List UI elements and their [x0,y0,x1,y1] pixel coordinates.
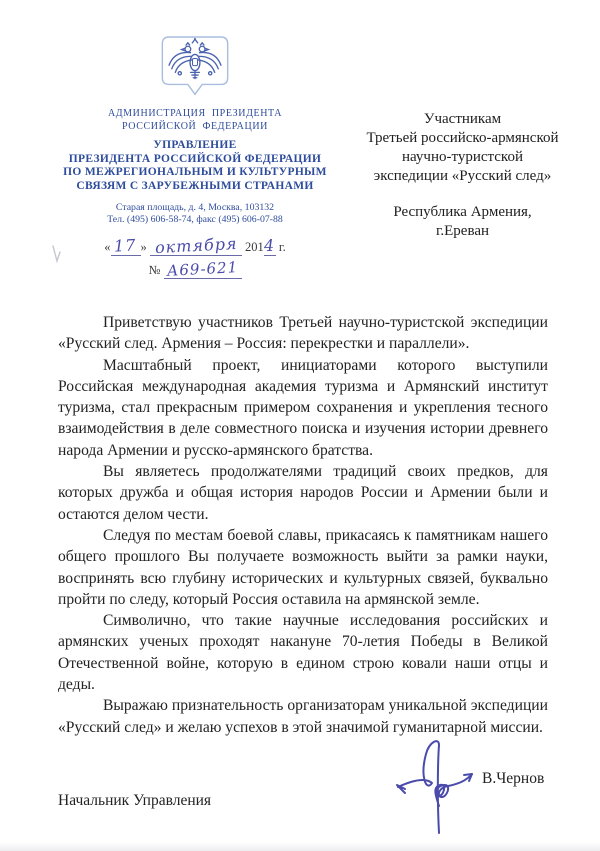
date-month-blank [150,233,242,258]
scan-edge-shadow [0,842,600,851]
address-line1: Старая площадь, д. 4, Москва, 103132 [115,202,275,213]
dept-line2: ПРЕЗИДЕНТА РОССИЙСКОЙ ФЕДЕРАЦИИ [68,152,322,165]
body-paragraph: Масштабный проект, инициаторами которого выступили Российская международная академия туризма и Армянский институт туризма, стал прекрасным примером сохранения и укрепления тесного взаимодействия в деле совместного поиска и изучения истории древнего народа Армении и русско-армянского братства. [58,356,548,459]
recipient-city: г.Ереван [435,223,490,239]
signer-name: В.Чернов [482,770,545,787]
department-name [50,139,340,193]
recipient-location [345,203,580,241]
recipient-line: Участникам [423,111,502,127]
document-number-line [50,258,340,280]
handwritten-day: 17 [113,235,138,256]
date-open-quote: « [104,240,111,254]
handwritten-number: А69-621 [166,258,239,280]
handwritten-month: октября [154,233,238,258]
coat-of-arms-icon [161,35,229,99]
org-name-line1: АДМИНИСТРАЦИЯ ПРЕЗИДЕНТА [107,108,283,119]
recipient-block [345,110,580,241]
recipient-lines [345,110,580,186]
dept-line3: ПО МЕЖРЕГИОНАЛЬНЫМ И КУЛЬТУРНЫМ [63,166,327,178]
date-day-blank [111,235,141,256]
date-line [50,233,340,258]
recipient-country: Республика Армения, [393,204,532,220]
org-name-line2: РОССИЙСКОЙ ФЕДЕРАЦИИ [122,121,268,132]
body-paragraph: Выражаю признательность организаторам уникальной экспедиции «Русский след» и желаю успехов в этой значимой гуманитарной миссии. [58,697,548,736]
date-close-quote: » [140,240,147,254]
signature-ink-icon [393,736,478,836]
body-paragraph: Приветствую участников Третьей научно-туристской экспедиции «Русский след. Армения – Россия: перекрестки и параллели». [58,314,548,353]
body-paragraph: Символично, что такие научные исследования российских и армянских ученых проходят накануне 70-летия Победы в Великой Отечественной войне, которую в едином строю ковали наши отцы и деды. [58,612,548,694]
date-year-suffix: г. [278,240,286,254]
body-paragraph: Вы являетесь продолжателями традиций своих предков, для которых дружба и общая история народов России и Армении были и остаются делом чести. [58,463,548,523]
recipient-line: Третьей российско-армянской [366,130,559,146]
date-year-blank [263,235,276,256]
pencil-mark [50,243,64,265]
dept-line4: СВЯЗЯМ С ЗАРУБЕЖНЫМИ СТРАНАМИ [76,179,314,192]
letter-body [58,312,548,738]
number-label: № [148,263,161,277]
date-year-printed: 201 [245,240,264,254]
number-blank [164,258,242,280]
address-line2: Тел. (495) 606-58-74, факс (495) 606-07-88 [107,213,283,225]
letterhead [50,35,340,279]
recipient-line: экспедиции «Русский след» [373,168,552,184]
dept-line1: УПРАВЛЕНИЕ [153,139,237,151]
handwritten-year-digit: 4 [263,235,276,256]
signer-title: Начальник Управления [58,792,212,809]
body-paragraph: Следуя по местам боевой славы, прикасаясь к памятникам нашего общего прошлого Вы получаете возможность выйти за рамки науки, воспринять всю глубину исторических и культурных связей, буквально пройти по следу, который Россия оставила на армянской земле. [58,526,548,608]
recipient-line: научно-туристской [402,149,523,165]
org-address [50,202,340,225]
